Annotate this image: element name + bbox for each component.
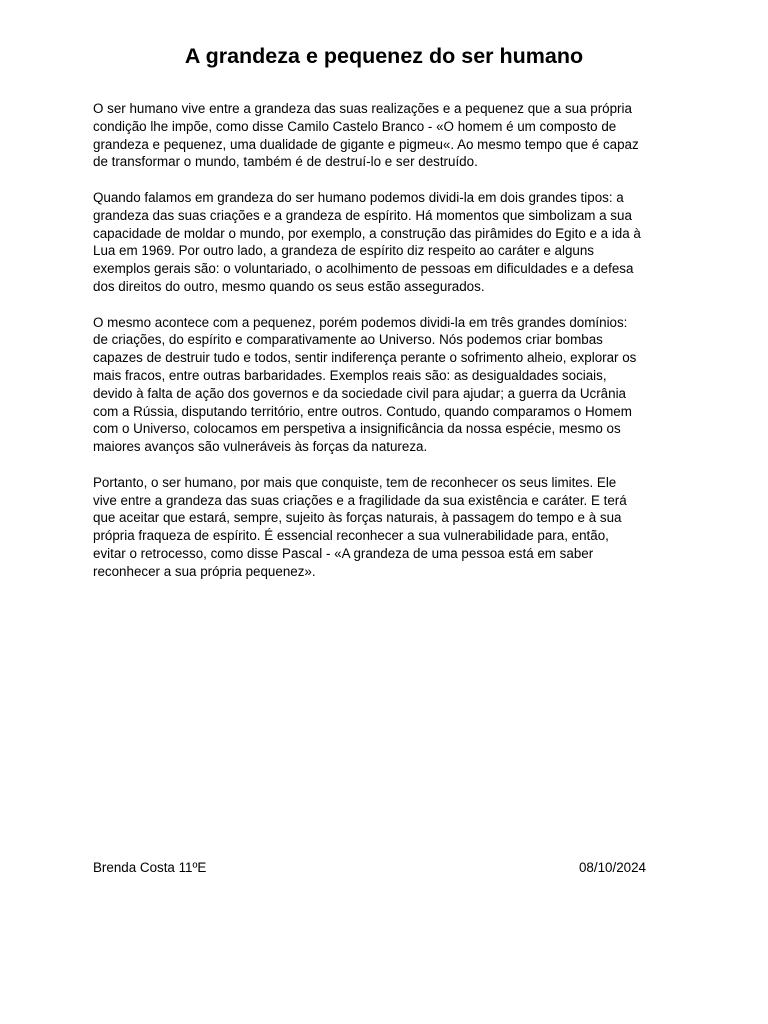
- footer-author: Brenda Costa 11ºE: [93, 860, 207, 875]
- paragraph-4: Portanto, o ser humano, por mais que conquiste, tem de reconhecer os seus limites. Ele vive entre a grandeza das suas criações e a fragilidade da sua existência e caráter. E terá que aceitar que estará, sempre, sujeito às forças naturais, à passagem do tempo e à sua própria fraqueza de espírito. É essencial reconhecer a sua vulnerabilidade para, então, evitar o retrocesso, como disse Pascal - «A grandeza de uma pessoa está em saber reconhecer a sua própria pequenez».: [93, 474, 627, 579]
- paragraph-2: Quando falamos em grandeza do ser humano podemos dividi-la em dois grandes tipos: a grandeza das suas criações e a grandeza de espírito. Há momentos que simbolizam a sua capacidade de moldar o mundo, por exemplo, a construção das pirâmides do Egito e a ida à Lua em 1969. Por outro lado, a grandeza de espírito diz respeito ao caráter e alguns exemplos gerais são: o voluntariado, o acolhimento de pessoas em dificuldades e a defesa dos direitos do outro, mesmo quando os seus estão assegurados.: [93, 189, 641, 294]
- paragraph-3: O mesmo acontece com a pequenez, porém podemos dividi-la em três grandes domínios: de criações, do espírito e comparativamente ao Universo. Nós podemos criar bombas capazes de destruir tudo e todos, sentir indiferença perante o sofrimento alheio, explorar os mais fracos, entre outras barbaridades. Exemplos reais são: as desigualdades sociais, devido à falta de ação dos governos e da sociedade civil para ajudar; a guerra da Ucrânia com a Rússia, disputando território, entre outros. Contudo, quando comparamos o Homem com o Universo, colocamos em perspetiva a insignificância da nossa espécie, mesmo os maiores avanços são vulneráveis às forças da natureza.: [93, 314, 637, 455]
- footer-date: 08/10/2024: [578, 860, 646, 875]
- document-body: [93, 100, 683, 598]
- paragraph-1: O ser humano vive entre a grandeza das suas realizações e a pequenez que a sua própria condição lhe impõe, como disse Camilo Castelo Branco - «O homem é um composto de grandeza e pequenez, uma dualidade de gigante e pigmeu«. Ao mesmo tempo que é capaz de transformar o mundo, também é de destruí-lo e ser destruído.: [93, 101, 639, 170]
- document-title: A grandeza e pequenez do ser humano: [184, 44, 584, 68]
